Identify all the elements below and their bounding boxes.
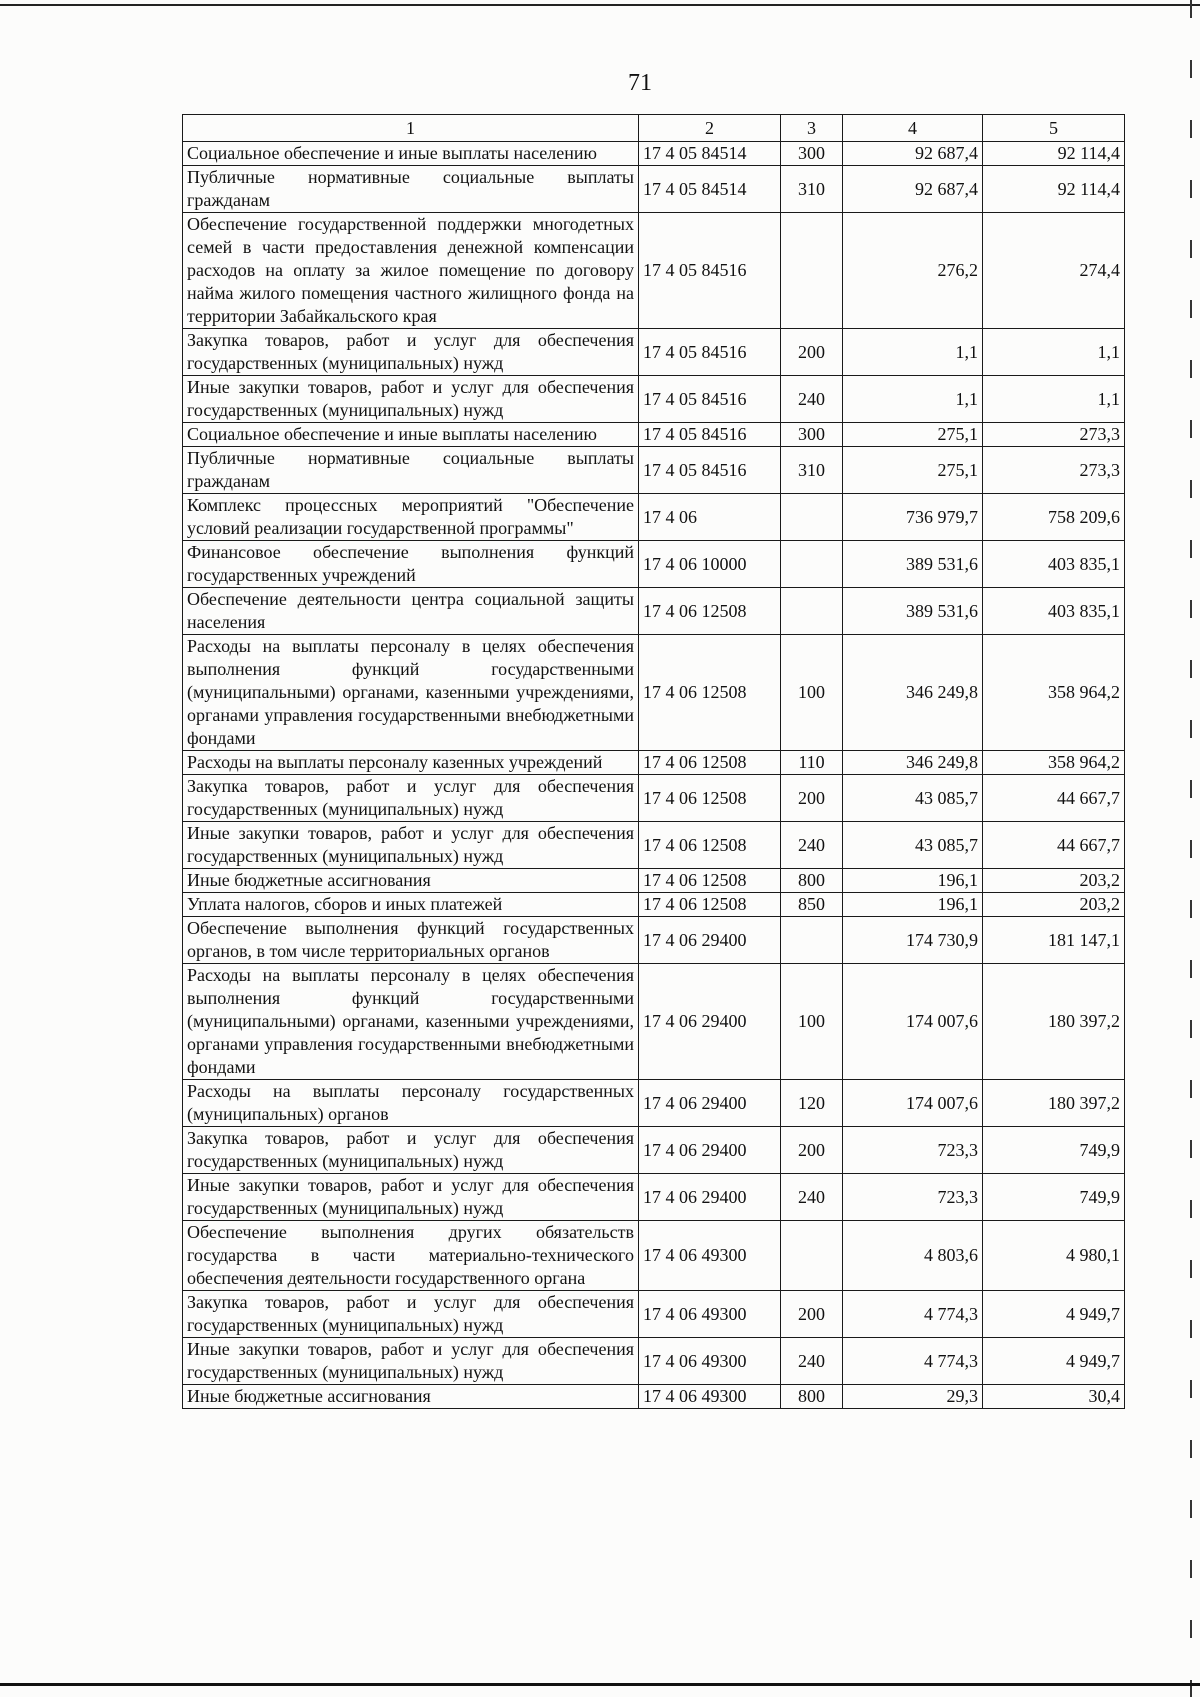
table-row bbox=[183, 588, 1125, 635]
row-value-year2-cell: 358 964,2 bbox=[983, 635, 1125, 751]
row-value-year2-cell: 203,2 bbox=[983, 893, 1125, 917]
table-row bbox=[183, 213, 1125, 329]
row-value-year1-cell: 4 803,6 bbox=[843, 1221, 983, 1291]
table-row bbox=[183, 1080, 1125, 1127]
row-code-cell: 17 4 06 12508 bbox=[639, 588, 781, 635]
row-name-cell: Обеспечение государственной поддержки многодетных семей в части предоставления денежной компенсации расходов на оплату за жилое помещение по договору найма жилого помещения частного жилищного фонда на территории Забайкальского края bbox=[183, 213, 639, 329]
table-row bbox=[183, 376, 1125, 423]
row-value-year1-cell: 4 774,3 bbox=[843, 1338, 983, 1385]
row-name-cell: Иные закупки товаров, работ и услуг для обеспечения государственных (муниципальных) нужд bbox=[183, 1338, 639, 1385]
table-header bbox=[183, 115, 1125, 142]
row-value-year1-cell: 736 979,7 bbox=[843, 494, 983, 541]
row-type-cell: 200 bbox=[781, 1127, 843, 1174]
row-name-cell: Иные закупки товаров, работ и услуг для обеспечения государственных (муниципальных) нужд bbox=[183, 1174, 639, 1221]
row-type-cell bbox=[781, 1221, 843, 1291]
table-row bbox=[183, 447, 1125, 494]
row-type-cell: 240 bbox=[781, 822, 843, 869]
row-value-year1-cell: 275,1 bbox=[843, 447, 983, 494]
row-value-year2-cell: 30,4 bbox=[983, 1385, 1125, 1409]
row-type-cell: 100 bbox=[781, 635, 843, 751]
row-value-year2-cell: 749,9 bbox=[983, 1174, 1125, 1221]
row-name-cell: Публичные нормативные социальные выплаты гражданам bbox=[183, 447, 639, 494]
row-type-cell: 120 bbox=[781, 1080, 843, 1127]
row-value-year1-cell: 275,1 bbox=[843, 423, 983, 447]
column-header-4: 4 bbox=[843, 115, 983, 142]
table-row bbox=[183, 1174, 1125, 1221]
page-number: 71 bbox=[628, 70, 652, 96]
row-code-cell: 17 4 05 84514 bbox=[639, 166, 781, 213]
row-value-year2-cell: 180 397,2 bbox=[983, 1080, 1125, 1127]
row-value-year2-cell: 403 835,1 bbox=[983, 541, 1125, 588]
row-value-year2-cell: 4 949,7 bbox=[983, 1291, 1125, 1338]
row-code-cell: 17 4 06 12508 bbox=[639, 775, 781, 822]
row-name-cell: Иные бюджетные ассигнования bbox=[183, 1385, 639, 1409]
row-value-year2-cell: 181 147,1 bbox=[983, 917, 1125, 964]
column-header-1: 1 bbox=[183, 115, 639, 142]
row-name-cell: Социальное обеспечение и иные выплаты населению bbox=[183, 423, 639, 447]
row-value-year2-cell: 180 397,2 bbox=[983, 964, 1125, 1080]
row-value-year2-cell: 403 835,1 bbox=[983, 588, 1125, 635]
row-value-year1-cell: 1,1 bbox=[843, 376, 983, 423]
table-row bbox=[183, 166, 1125, 213]
row-name-cell: Расходы на выплаты персоналу в целях обеспечения выполнения функций государственными (муниципальными) органами, казенными учреждениями, органами управления государственными внебюджетными фондами bbox=[183, 964, 639, 1080]
row-value-year1-cell: 723,3 bbox=[843, 1127, 983, 1174]
row-value-year2-cell: 4 949,7 bbox=[983, 1338, 1125, 1385]
table-row bbox=[183, 635, 1125, 751]
row-type-cell bbox=[781, 917, 843, 964]
row-type-cell: 200 bbox=[781, 329, 843, 376]
table-row bbox=[183, 822, 1125, 869]
row-code-cell: 17 4 06 49300 bbox=[639, 1385, 781, 1409]
table-row bbox=[183, 1338, 1125, 1385]
row-value-year1-cell: 92 687,4 bbox=[843, 142, 983, 166]
row-code-cell: 17 4 05 84516 bbox=[639, 376, 781, 423]
row-code-cell: 17 4 06 29400 bbox=[639, 917, 781, 964]
row-code-cell: 17 4 05 84516 bbox=[639, 213, 781, 329]
table-row bbox=[183, 494, 1125, 541]
row-type-cell: 800 bbox=[781, 869, 843, 893]
row-type-cell: 310 bbox=[781, 447, 843, 494]
row-name-cell: Иные закупки товаров, работ и услуг для обеспечения государственных (муниципальных) нужд bbox=[183, 376, 639, 423]
row-name-cell: Уплата налогов, сборов и иных платежей bbox=[183, 893, 639, 917]
row-name-cell: Закупка товаров, работ и услуг для обеспечения государственных (муниципальных) нужд bbox=[183, 1127, 639, 1174]
table-row bbox=[183, 964, 1125, 1080]
row-code-cell: 17 4 05 84516 bbox=[639, 447, 781, 494]
row-value-year2-cell: 273,3 bbox=[983, 423, 1125, 447]
row-value-year2-cell: 274,4 bbox=[983, 213, 1125, 329]
row-code-cell: 17 4 06 12508 bbox=[639, 751, 781, 775]
row-name-cell: Обеспечение выполнения функций государственных органов, в том числе территориальных органов bbox=[183, 917, 639, 964]
row-name-cell: Закупка товаров, работ и услуг для обеспечения государственных (муниципальных) нужд bbox=[183, 329, 639, 376]
row-name-cell: Закупка товаров, работ и услуг для обеспечения государственных (муниципальных) нужд bbox=[183, 1291, 639, 1338]
row-value-year1-cell: 346 249,8 bbox=[843, 635, 983, 751]
scan-top-edge bbox=[0, 4, 1200, 6]
row-code-cell: 17 4 06 10000 bbox=[639, 541, 781, 588]
column-header-5: 5 bbox=[983, 115, 1125, 142]
column-header-2: 2 bbox=[639, 115, 781, 142]
column-header-3: 3 bbox=[781, 115, 843, 142]
row-value-year1-cell: 174 730,9 bbox=[843, 917, 983, 964]
scan-right-edge bbox=[1190, 0, 1192, 1697]
budget-table bbox=[182, 114, 1125, 1409]
row-name-cell: Расходы на выплаты персоналу в целях обеспечения выполнения функций государственными (муниципальными) органами, казенными учреждениями, органами управления государственными внебюджетными фондами bbox=[183, 635, 639, 751]
row-name-cell: Иные бюджетные ассигнования bbox=[183, 869, 639, 893]
row-value-year1-cell: 196,1 bbox=[843, 869, 983, 893]
row-value-year1-cell: 4 774,3 bbox=[843, 1291, 983, 1338]
row-code-cell: 17 4 06 29400 bbox=[639, 1174, 781, 1221]
row-value-year1-cell: 43 085,7 bbox=[843, 775, 983, 822]
table-row bbox=[183, 751, 1125, 775]
row-value-year2-cell: 203,2 bbox=[983, 869, 1125, 893]
row-type-cell bbox=[781, 541, 843, 588]
row-type-cell bbox=[781, 588, 843, 635]
row-type-cell: 300 bbox=[781, 423, 843, 447]
row-code-cell: 17 4 06 49300 bbox=[639, 1338, 781, 1385]
row-value-year2-cell: 44 667,7 bbox=[983, 822, 1125, 869]
row-code-cell: 17 4 06 12508 bbox=[639, 869, 781, 893]
row-name-cell: Иные закупки товаров, работ и услуг для обеспечения государственных (муниципальных) нужд bbox=[183, 822, 639, 869]
row-value-year1-cell: 389 531,6 bbox=[843, 541, 983, 588]
row-value-year1-cell: 196,1 bbox=[843, 893, 983, 917]
row-type-cell: 800 bbox=[781, 1385, 843, 1409]
table-row bbox=[183, 893, 1125, 917]
table-row bbox=[183, 775, 1125, 822]
row-code-cell: 17 4 05 84514 bbox=[639, 142, 781, 166]
row-code-cell: 17 4 06 bbox=[639, 494, 781, 541]
row-value-year2-cell: 358 964,2 bbox=[983, 751, 1125, 775]
row-name-cell: Обеспечение выполнения других обязательств государства в части материально-технического обеспечения деятельности государственного органа bbox=[183, 1221, 639, 1291]
row-type-cell: 240 bbox=[781, 376, 843, 423]
row-code-cell: 17 4 06 12508 bbox=[639, 822, 781, 869]
row-type-cell: 240 bbox=[781, 1338, 843, 1385]
scan-bottom-edge bbox=[0, 1683, 1200, 1686]
table-body bbox=[183, 142, 1125, 1409]
row-code-cell: 17 4 05 84516 bbox=[639, 329, 781, 376]
row-code-cell: 17 4 06 49300 bbox=[639, 1221, 781, 1291]
table-row bbox=[183, 1127, 1125, 1174]
table-row bbox=[183, 869, 1125, 893]
row-value-year1-cell: 43 085,7 bbox=[843, 822, 983, 869]
row-type-cell: 240 bbox=[781, 1174, 843, 1221]
row-code-cell: 17 4 06 29400 bbox=[639, 1080, 781, 1127]
row-value-year1-cell: 174 007,6 bbox=[843, 1080, 983, 1127]
row-value-year2-cell: 1,1 bbox=[983, 329, 1125, 376]
row-value-year2-cell: 758 209,6 bbox=[983, 494, 1125, 541]
row-type-cell: 110 bbox=[781, 751, 843, 775]
row-value-year2-cell: 4 980,1 bbox=[983, 1221, 1125, 1291]
table-row bbox=[183, 329, 1125, 376]
row-type-cell bbox=[781, 213, 843, 329]
table-row bbox=[183, 142, 1125, 166]
row-value-year1-cell: 174 007,6 bbox=[843, 964, 983, 1080]
row-code-cell: 17 4 06 12508 bbox=[639, 893, 781, 917]
row-value-year1-cell: 29,3 bbox=[843, 1385, 983, 1409]
row-code-cell: 17 4 06 49300 bbox=[639, 1291, 781, 1338]
row-name-cell: Социальное обеспечение и иные выплаты населению bbox=[183, 142, 639, 166]
table-row bbox=[183, 1221, 1125, 1291]
table-row bbox=[183, 917, 1125, 964]
row-value-year2-cell: 44 667,7 bbox=[983, 775, 1125, 822]
row-value-year2-cell: 1,1 bbox=[983, 376, 1125, 423]
row-name-cell: Публичные нормативные социальные выплаты гражданам bbox=[183, 166, 639, 213]
row-value-year2-cell: 92 114,4 bbox=[983, 166, 1125, 213]
row-value-year2-cell: 92 114,4 bbox=[983, 142, 1125, 166]
row-code-cell: 17 4 06 12508 bbox=[639, 635, 781, 751]
row-name-cell: Расходы на выплаты персоналу государственных (муниципальных) органов bbox=[183, 1080, 639, 1127]
row-value-year1-cell: 389 531,6 bbox=[843, 588, 983, 635]
row-type-cell: 200 bbox=[781, 775, 843, 822]
row-code-cell: 17 4 06 29400 bbox=[639, 964, 781, 1080]
row-value-year1-cell: 723,3 bbox=[843, 1174, 983, 1221]
row-code-cell: 17 4 06 29400 bbox=[639, 1127, 781, 1174]
table-row bbox=[183, 1291, 1125, 1338]
table-row bbox=[183, 541, 1125, 588]
row-code-cell: 17 4 05 84516 bbox=[639, 423, 781, 447]
row-value-year1-cell: 276,2 bbox=[843, 213, 983, 329]
row-name-cell: Финансовое обеспечение выполнения функций государственных учреждений bbox=[183, 541, 639, 588]
row-value-year2-cell: 749,9 bbox=[983, 1127, 1125, 1174]
row-value-year1-cell: 346 249,8 bbox=[843, 751, 983, 775]
row-type-cell: 300 bbox=[781, 142, 843, 166]
row-name-cell: Расходы на выплаты персоналу казенных учреждений bbox=[183, 751, 639, 775]
row-type-cell bbox=[781, 494, 843, 541]
table-row bbox=[183, 1385, 1125, 1409]
row-type-cell: 200 bbox=[781, 1291, 843, 1338]
table-row bbox=[183, 423, 1125, 447]
row-value-year1-cell: 92 687,4 bbox=[843, 166, 983, 213]
row-name-cell: Комплекс процессных мероприятий "Обеспечение условий реализации государственной программы" bbox=[183, 494, 639, 541]
row-type-cell: 100 bbox=[781, 964, 843, 1080]
row-name-cell: Закупка товаров, работ и услуг для обеспечения государственных (муниципальных) нужд bbox=[183, 775, 639, 822]
row-type-cell: 850 bbox=[781, 893, 843, 917]
row-type-cell: 310 bbox=[781, 166, 843, 213]
row-name-cell: Обеспечение деятельности центра социальной защиты населения bbox=[183, 588, 639, 635]
header-row bbox=[183, 115, 1125, 142]
row-value-year2-cell: 273,3 bbox=[983, 447, 1125, 494]
row-value-year1-cell: 1,1 bbox=[843, 329, 983, 376]
